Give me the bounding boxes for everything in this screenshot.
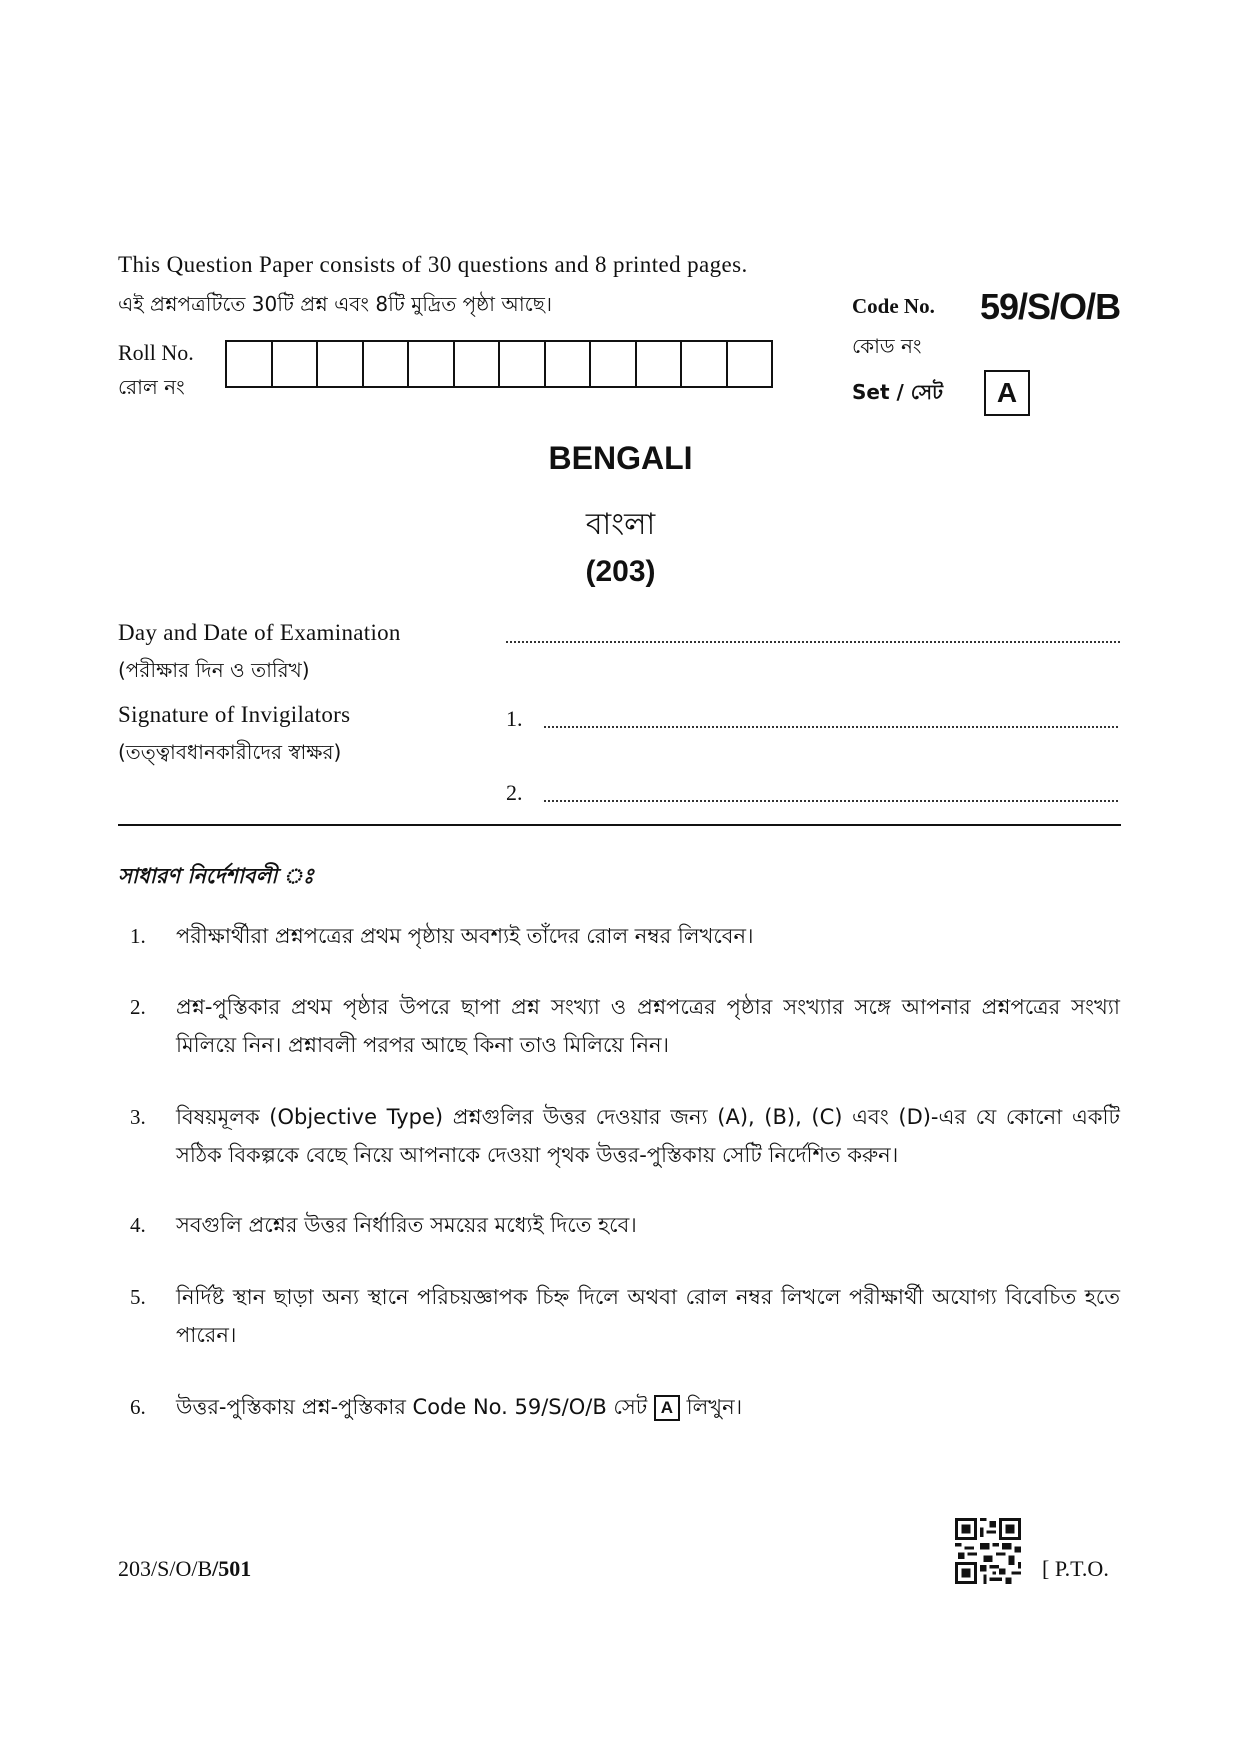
instructions-title: সাধারণ নির্দেশাবলী ঃ	[118, 864, 314, 888]
instruction-item	[130, 1278, 1120, 1354]
instruction-item	[130, 1388, 1120, 1426]
instruction-number: 2.	[130, 995, 146, 1019]
instruction-item	[130, 1206, 1120, 1244]
instruction-number: 1.	[130, 924, 146, 948]
roll-label-bn: রোল নং	[118, 375, 185, 399]
roll-digit-box[interactable]	[227, 342, 273, 386]
code-label-bn: কোড নং	[852, 334, 922, 358]
roll-digit-box[interactable]	[364, 342, 410, 386]
instruction-item	[130, 1098, 1120, 1174]
set-value-box: A	[984, 370, 1030, 416]
pages-info-en: This Question Paper consists of 30 questions and 8 printed pages.	[118, 252, 748, 277]
code-value: 59/S/O/B	[980, 286, 1121, 327]
instruction-text: সবগুলি প্রশ্নের উত্তর নির্ধারিত সময়ের মধ্যেই দিতে হবে।	[176, 1213, 637, 1237]
roll-number-boxes	[225, 340, 773, 388]
instruction-item	[130, 917, 1120, 955]
instruction-text-before: উত্তর-পুস্তিকায় প্রশ্ন-পুস্তিকার Code No. 59/S/O/B সেট	[176, 1395, 648, 1419]
footer-paper-code	[118, 1556, 251, 1582]
roll-digit-box[interactable]	[591, 342, 637, 386]
roll-digit-box[interactable]	[273, 342, 319, 386]
roll-digit-box[interactable]	[409, 342, 455, 386]
signature-field-2[interactable]	[544, 800, 1118, 802]
roll-digit-box[interactable]	[728, 342, 772, 386]
roll-digit-box[interactable]	[546, 342, 592, 386]
instruction-item	[130, 988, 1120, 1064]
subject-name-bn: বাংলা	[585, 507, 656, 542]
pages-info-bn: এই প্রশ্নপত্রটিতে 30টি প্রশ্ন এবং 8টি মুদ্রিত পৃষ্ঠা আছে।	[118, 292, 552, 316]
instruction-number: 4.	[130, 1213, 146, 1237]
roll-digit-box[interactable]	[455, 342, 501, 386]
pto-label: [ P.T.O.	[1042, 1556, 1109, 1581]
signature-label-bn: (তত্ত্বাবধানকারীদের স্বাক্ষর)	[118, 740, 342, 764]
subject-name-en: BENGALI	[548, 440, 693, 476]
instruction-text: বিষয়মূলক (Objective Type) প্রশ্নগুলির উত্তর দেওয়ার জন্য (A), (B), (C) এবং (D)-এর যে কোনো একটি সঠিক বিকল্পকে বেছে নিয়ে আপনাকে দেওয়া পৃথক উত্তর-পুস্তিকায় সেটি নির্দেশিত করুন।	[176, 1105, 1120, 1167]
roll-digit-box[interactable]	[318, 342, 364, 386]
instruction-number: 5.	[130, 1285, 146, 1309]
instruction-text: নির্দিষ্ট স্থান ছাড়া অন্য স্থানে পরিচয়জ্ঞাপক চিহ্ন দিলে অথবা রোল নম্বর লিখলে পরীক্ষার্থী অযোগ্য বিবেচিত হতে পারেন।	[176, 1285, 1120, 1347]
qr-code-icon	[955, 1518, 1021, 1584]
footer-code-prefix: 203/S/O/B	[118, 1556, 213, 1581]
signature-field-1[interactable]	[544, 726, 1118, 728]
signature-label: Signature of Invigilators	[118, 702, 351, 727]
instruction-text: প্রশ্ন-পুস্তিকার প্রথম পৃষ্ঠার উপরে ছাপা প্রশ্ন সংখ্যা ও প্রশ্নপত্রের পৃষ্ঠার সংখ্যার সঙ্গে আপনার প্রশ্নপত্রের সংখ্যা মিলিয়ে নিন। প্রশ্নাবলী পরপর আছে কিনা তাও মিলিয়ে নিন।	[176, 995, 1120, 1057]
exam-date-label-bn: (পরীক্ষার দিন ও তারিখ)	[118, 658, 310, 682]
instruction-text-after: লিখুন।	[686, 1395, 743, 1419]
instruction-text	[176, 1388, 1120, 1426]
roll-label-en: Roll No.	[118, 340, 194, 365]
roll-digit-box[interactable]	[637, 342, 683, 386]
instruction-text: পরীক্ষার্থীরা প্রশ্নপত্রের প্রথম পৃষ্ঠায় অবশ্যই তাঁদের রোল নম্বর লিখবেন।	[176, 924, 754, 948]
footer-code-suffix: /501	[212, 1556, 252, 1581]
subject-code: (203)	[585, 555, 656, 588]
exam-date-label: Day and Date of Examination	[118, 620, 401, 645]
instruction-number: 3.	[130, 1105, 146, 1129]
code-label-en: Code No.	[852, 294, 935, 318]
set-inline-box: A	[654, 1395, 680, 1421]
divider	[118, 824, 1121, 826]
roll-digit-box[interactable]	[682, 342, 728, 386]
instruction-number: 6.	[130, 1395, 146, 1419]
signature-number-2: 2.	[506, 780, 523, 805]
signature-number-1: 1.	[506, 706, 523, 731]
roll-number-label	[118, 336, 194, 404]
roll-digit-box[interactable]	[500, 342, 546, 386]
exam-date-field[interactable]	[506, 641, 1120, 643]
set-label: Set / সেট	[852, 380, 943, 404]
